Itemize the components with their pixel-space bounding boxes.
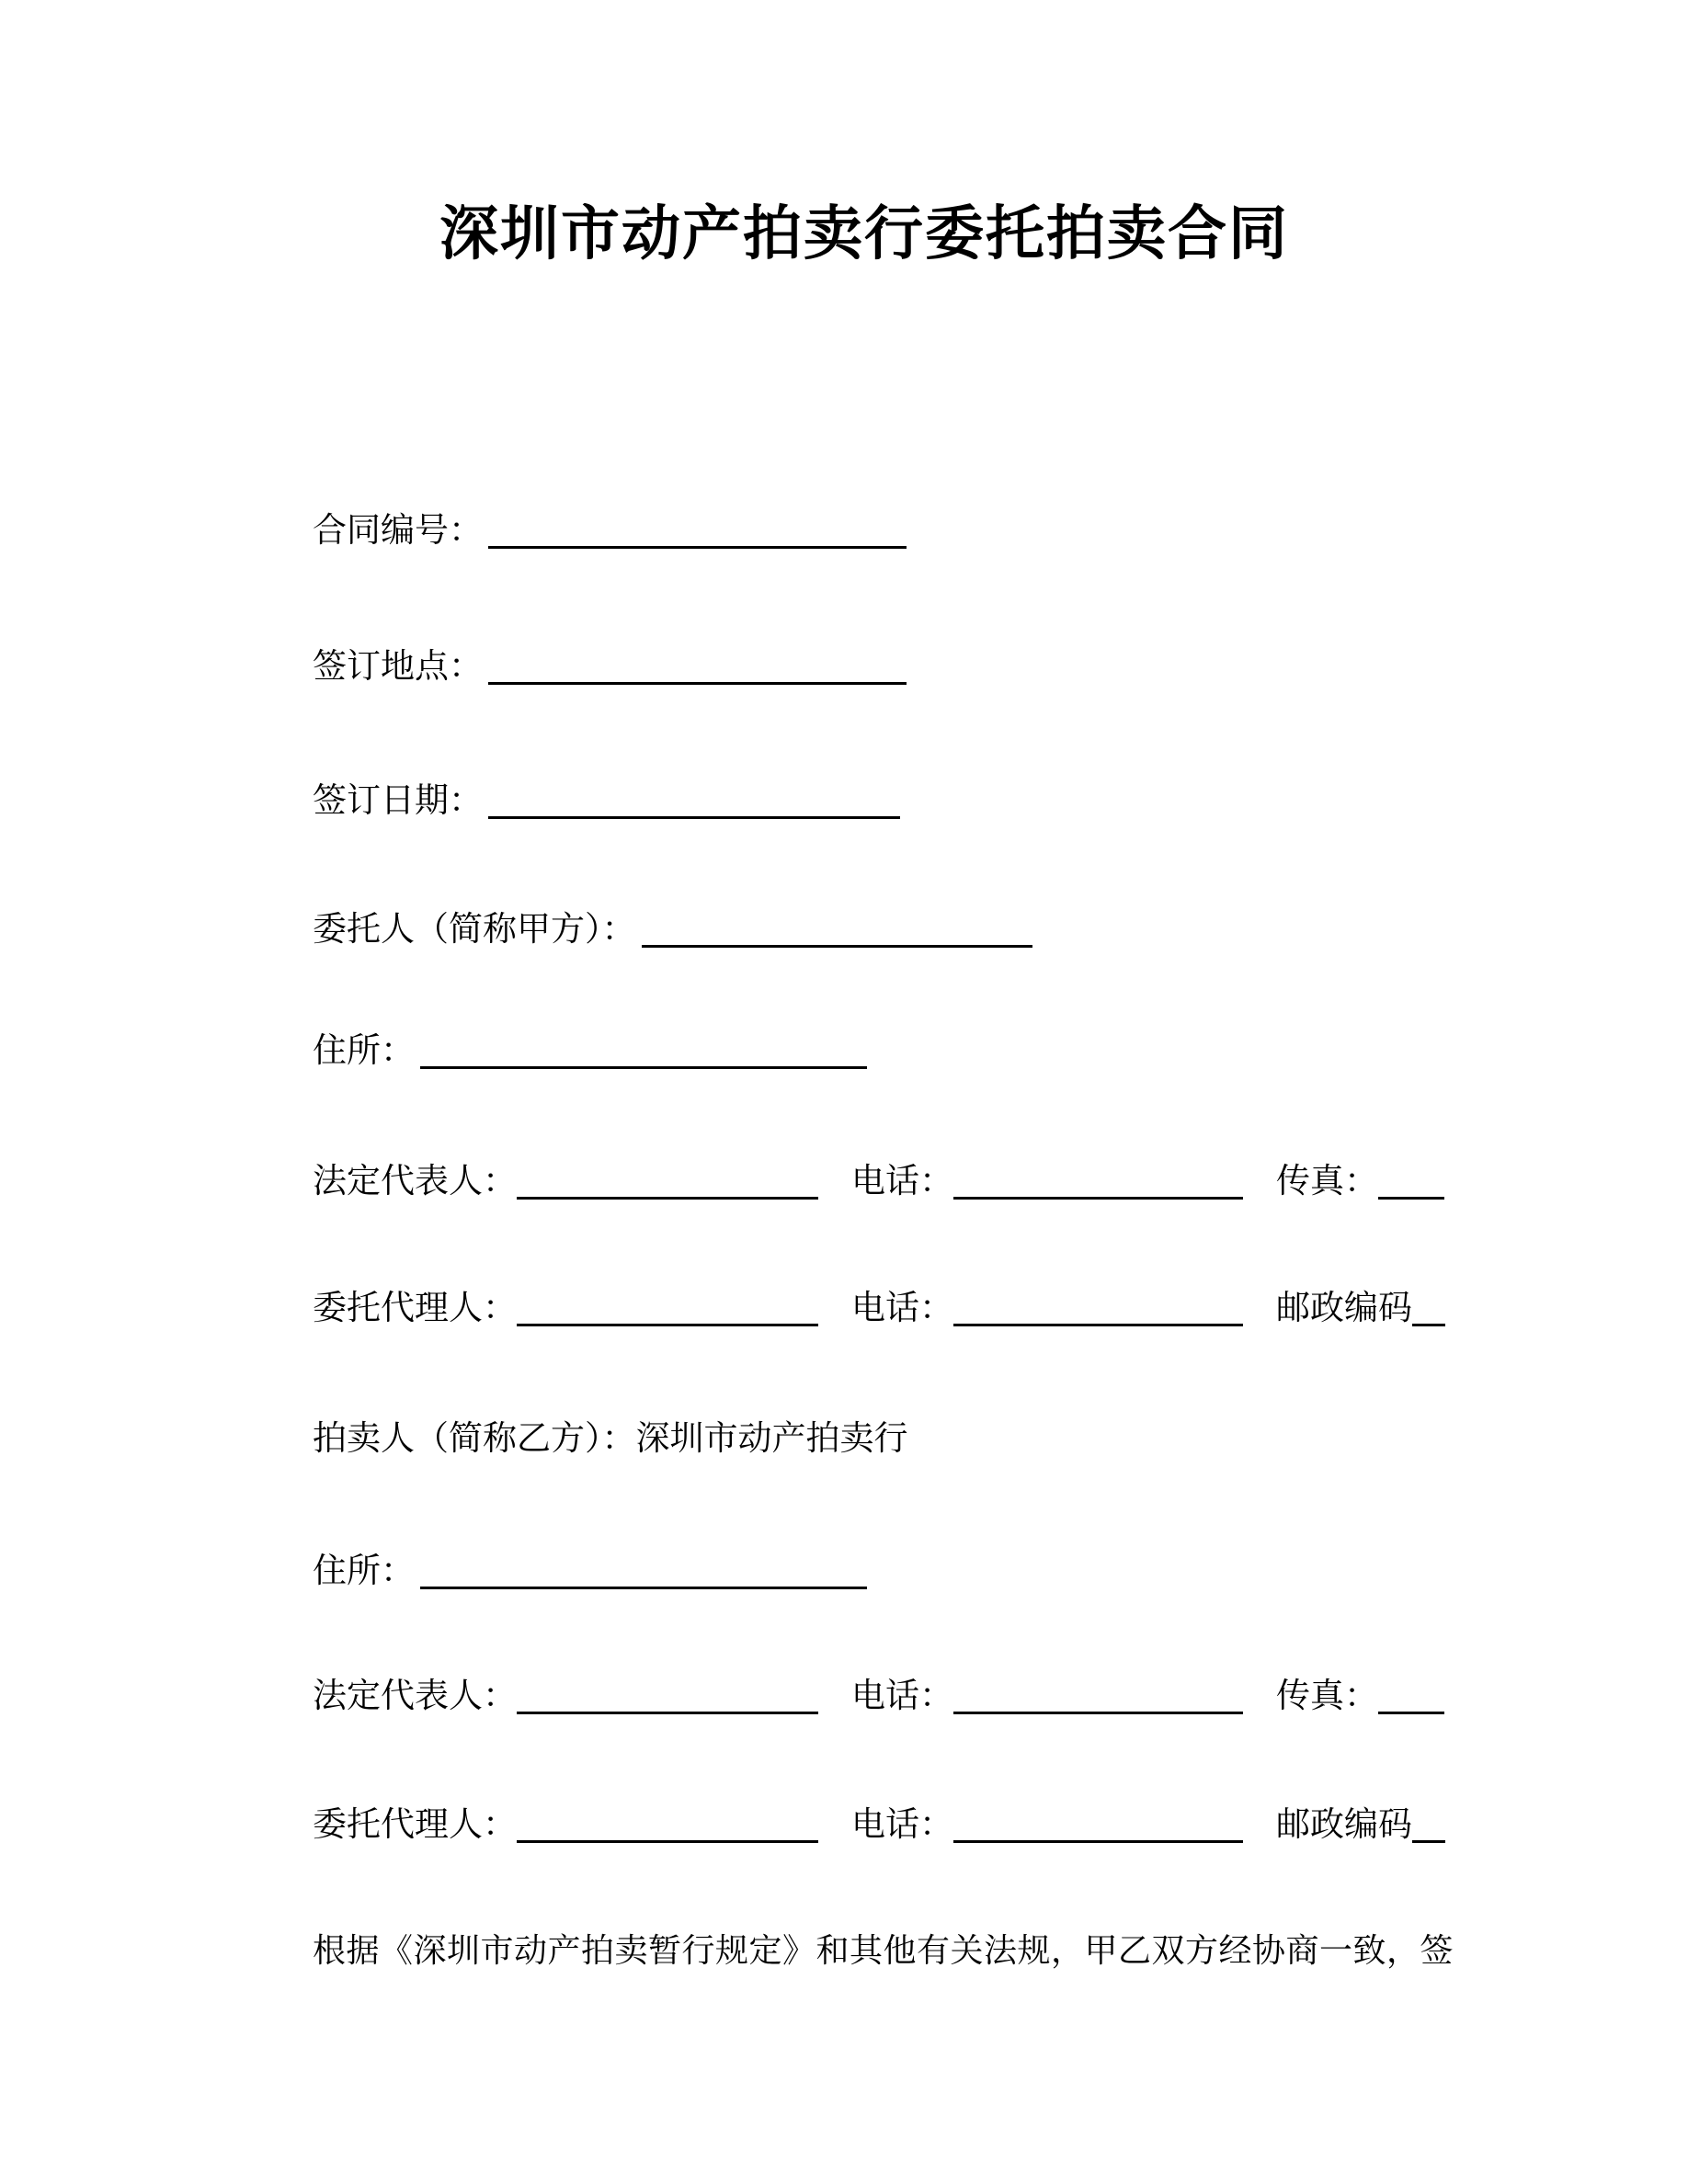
sign-date-blank — [488, 816, 900, 819]
consignor-blank — [642, 945, 1032, 948]
sign-date-row — [313, 778, 900, 825]
party-b-phone2-label: 电话： — [851, 1806, 953, 1844]
party-a-address-blank — [420, 1066, 867, 1069]
party-a-agent-label: 委托代理人： — [313, 1290, 517, 1327]
party-b-agent-row — [313, 1802, 1445, 1849]
party-b-address-blank — [420, 1587, 867, 1589]
party-a-legal-rep-blank — [517, 1197, 818, 1200]
party-a-postcode-label: 邮政编码 — [1276, 1290, 1412, 1327]
party-b-address-row — [313, 1548, 867, 1596]
party-b-postcode-blank — [1412, 1840, 1445, 1843]
auctioneer-label: 拍卖人（简称乙方）： — [313, 1420, 636, 1458]
party-a-phone2-blank — [953, 1324, 1243, 1326]
party-b-phone1-label: 电话： — [851, 1678, 953, 1715]
contract-no-row — [313, 507, 907, 555]
party-a-phone2-label: 电话： — [851, 1290, 953, 1327]
auctioneer-value: 深圳市动产拍卖行 — [635, 1420, 908, 1458]
party-a-fax-blank — [1378, 1197, 1444, 1200]
party-a-address-row — [313, 1028, 867, 1075]
party-b-legal-rep-row — [313, 1673, 1444, 1721]
contract-no-label: 合同编号： — [313, 512, 483, 550]
party-b-agent-label: 委托代理人： — [313, 1806, 517, 1844]
party-b-fax-blank — [1378, 1712, 1444, 1714]
sign-date-label: 签订日期： — [313, 782, 483, 820]
party-a-fax-label: 传真： — [1276, 1163, 1378, 1200]
consignor-label: 委托人（简称甲方）： — [313, 911, 636, 949]
party-b-legal-rep-blank — [517, 1712, 818, 1714]
sign-place-row — [313, 643, 907, 691]
sign-place-blank — [488, 682, 907, 685]
document-title: 深圳市动产拍卖行委托拍卖合同 — [439, 200, 1289, 267]
party-a-agent-row — [313, 1285, 1445, 1333]
party-a-postcode-blank — [1412, 1324, 1445, 1326]
party-a-address-label: 住所： — [313, 1032, 415, 1070]
intro-paragraph: 根据《深圳市动产拍卖暂行规定》和其他有关法规，甲乙双方经协商一致，签 — [313, 1932, 1454, 1969]
sign-place-label: 签订地点： — [313, 648, 483, 686]
party-a-legal-rep-label: 法定代表人： — [313, 1163, 517, 1200]
party-a-legal-rep-row — [313, 1158, 1444, 1206]
party-b-fax-label: 传真： — [1276, 1678, 1378, 1715]
party-b-postcode-label: 邮政编码 — [1276, 1806, 1412, 1844]
party-b-agent-blank — [517, 1840, 818, 1843]
auctioneer-row — [313, 1416, 908, 1463]
party-b-phone2-blank — [953, 1840, 1243, 1843]
party-b-address-label: 住所： — [313, 1553, 415, 1590]
party-b-legal-rep-label: 法定代表人： — [313, 1678, 517, 1715]
party-a-phone1-label: 电话： — [851, 1163, 953, 1200]
party-a-agent-blank — [517, 1324, 818, 1326]
party-a-phone1-blank — [953, 1197, 1243, 1200]
contract-no-blank — [488, 546, 907, 549]
consignor-row — [313, 906, 1032, 954]
party-b-phone1-blank — [953, 1712, 1243, 1714]
